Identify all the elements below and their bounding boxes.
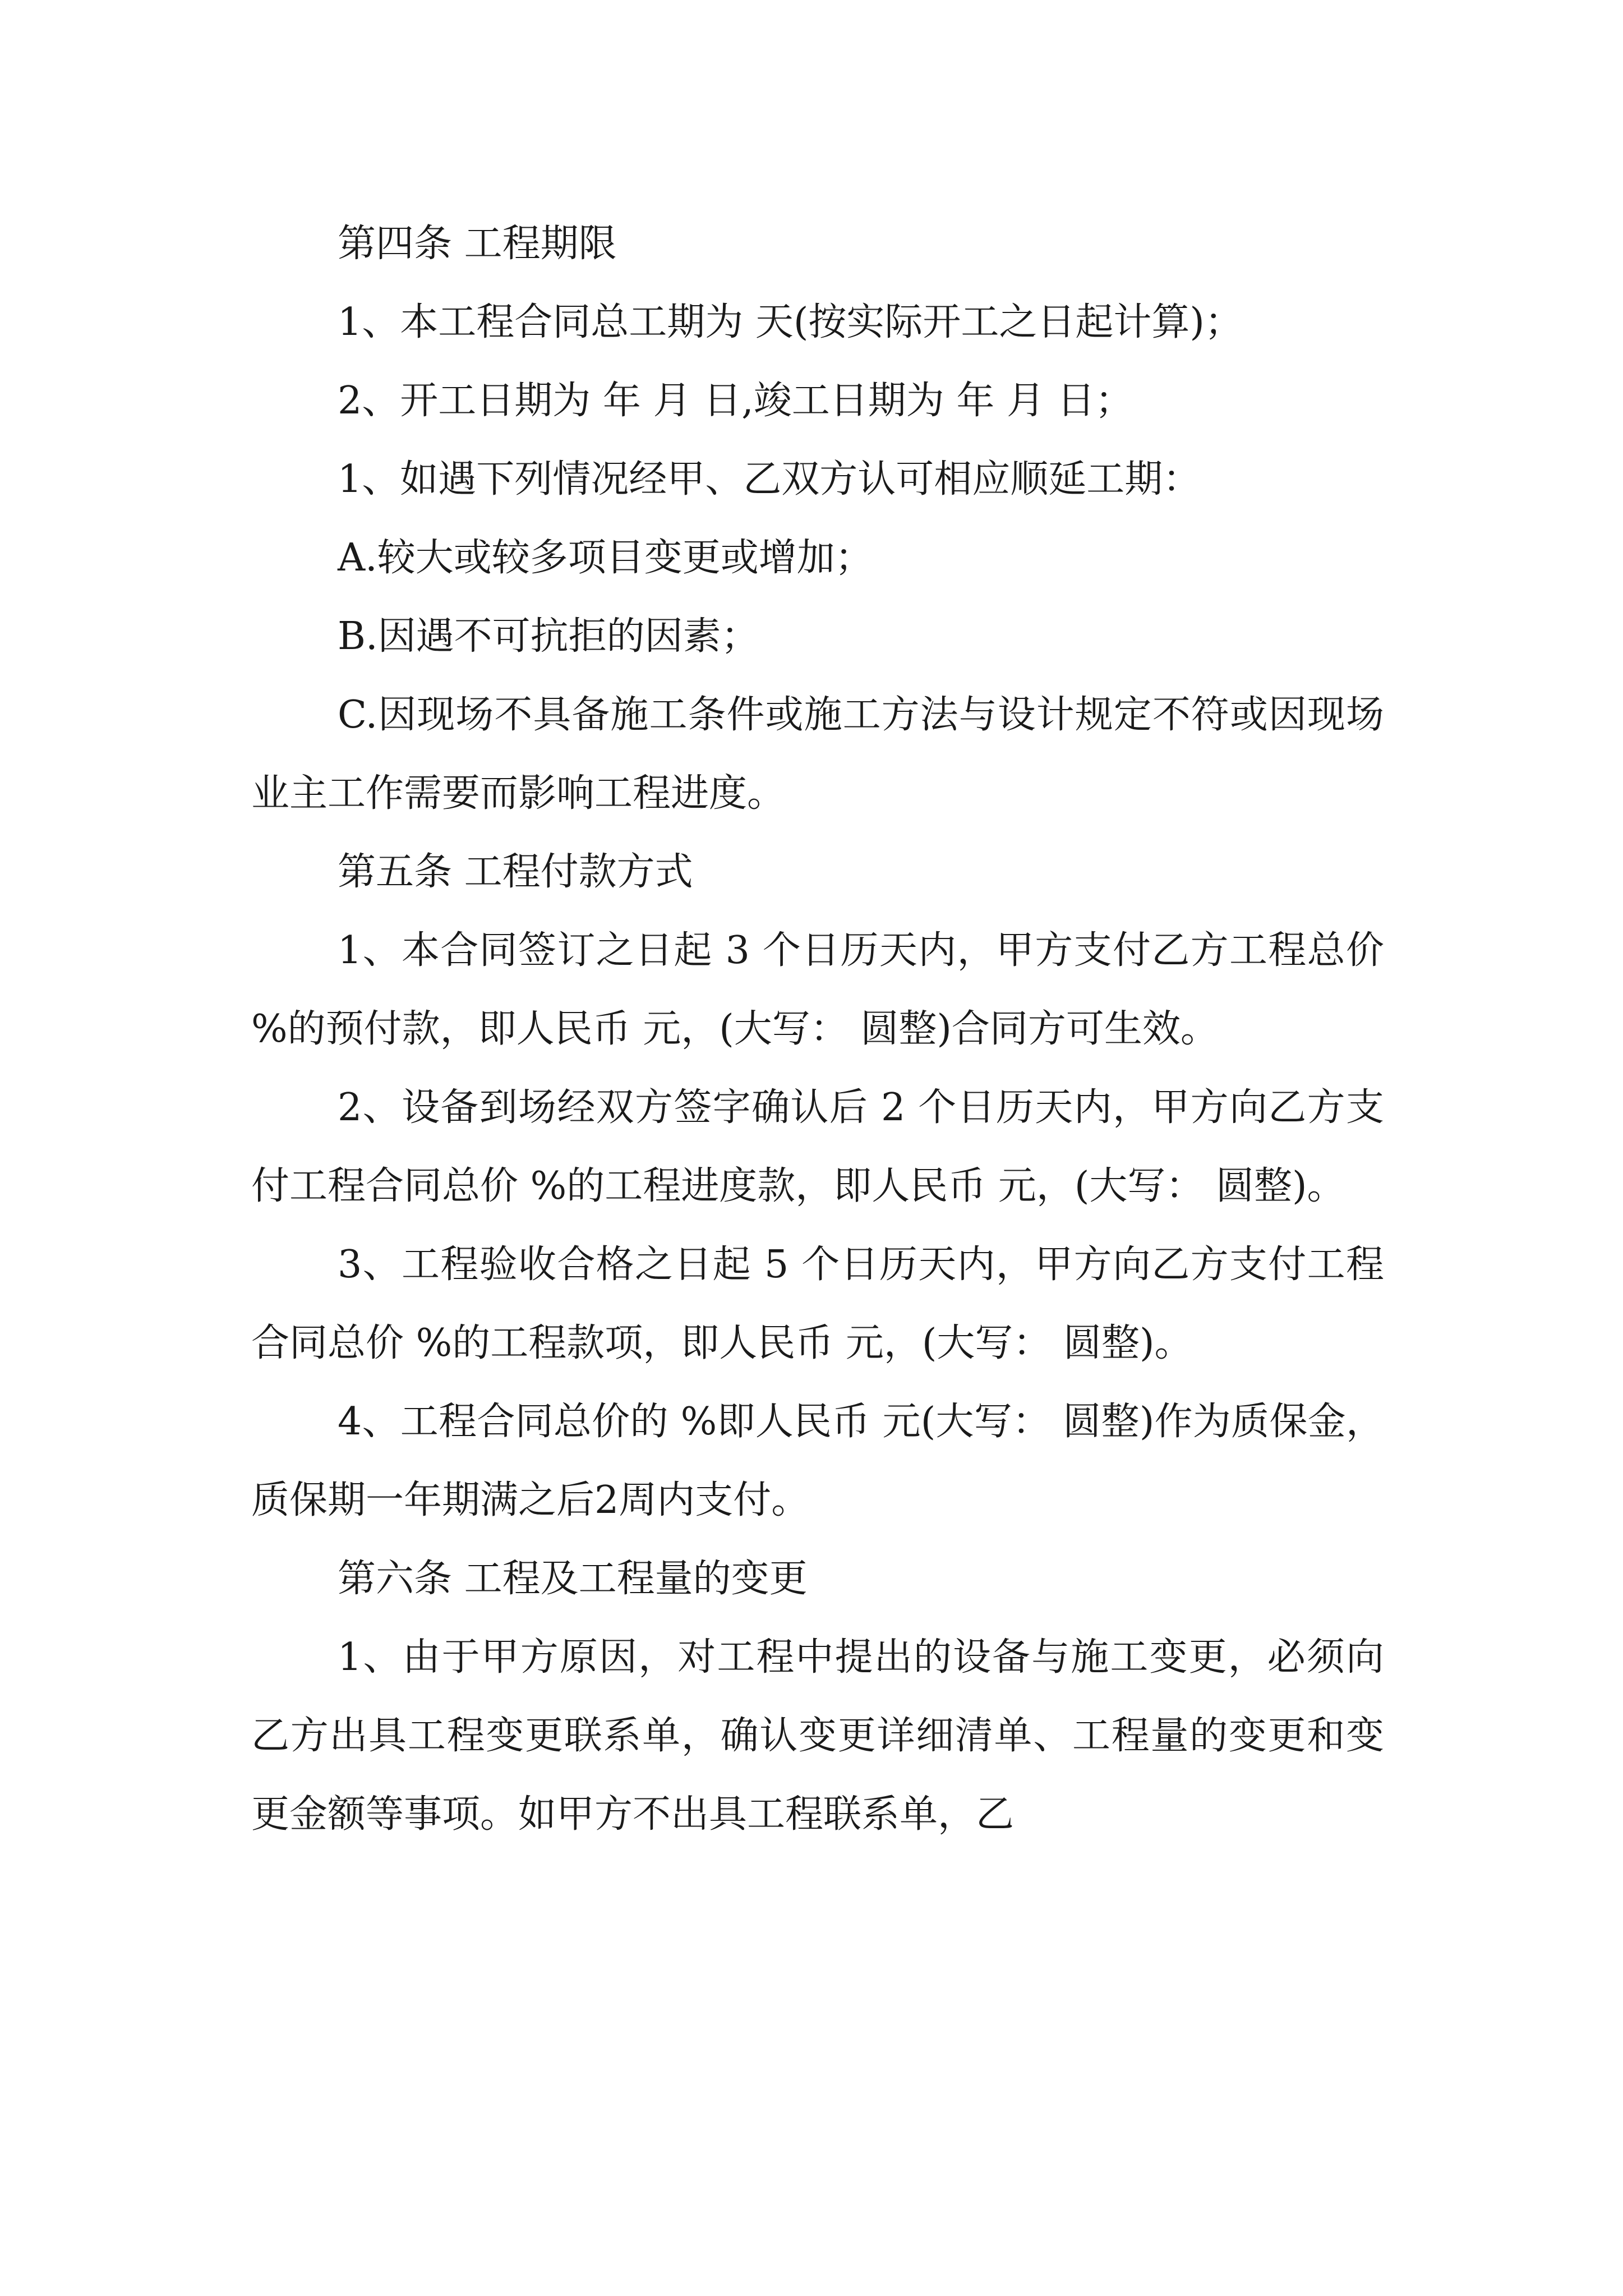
article-4-case-c: C.因现场不具备施工条件或施工方法与设计规定不符或因现场业主工作需要而影响工程进度。: [251, 693, 1384, 816]
article-5-item-acceptance-payment: 3、工程验收合格之日起 5 个日历天内，甲方向乙方支付工程合同总价 %的工程款项，即人民币 元，(大写： 圆整)。: [251, 1243, 1384, 1365]
document-body: [251, 205, 1384, 1854]
article-5-item-progress-payment: 2、设备到场经双方签字确认后 2 个日历天内，甲方向乙方支付工程合同总价 %的工程进度款，即人民币 元，(大写： 圆整)。: [251, 1085, 1384, 1208]
article-6-item-change: 1、由于甲方原因，对工程中提出的设备与施工变更，必须向乙方出具工程变更联系单，确认变更详细清单、工程量的变更和变更金额等事项。如甲方不出具工程联系单，乙: [251, 1635, 1384, 1837]
article-5-item-advance-payment: 1、本合同签订之日起 3 个日历天内，甲方支付乙方工程总价 %的预付款，即人民币 元，(大写： 圆整)合同方可生效。: [251, 928, 1384, 1051]
article-4-item-duration: 1、本工程合同总工期为 天(按实际开工之日起计算)；: [338, 300, 1243, 344]
article-4-case-a: A.较大或较多项目变更或增加；: [338, 536, 873, 580]
article-5-item-warranty-deposit: 4、工程合同总价的 %即人民币 元(大写： 圆整)作为质保金，质保期一年期满之后2周内支付。: [251, 1400, 1384, 1522]
article-5-heading: 第五条 工程付款方式: [338, 850, 693, 894]
article-4-item-extension: 1、如遇下列情况经甲、乙双方认可相应顺延工期：: [338, 457, 1201, 501]
article-6-heading: 第六条 工程及工程量的变更: [338, 1557, 808, 1601]
article-4-heading: 第四条 工程期限: [338, 222, 617, 266]
article-4-item-dates: 2、开工日期为 年 月 日,竣工日期为 年 月 日；: [338, 379, 1133, 423]
article-4-case-b: B.因遇不可抗拒的因素；: [338, 614, 759, 659]
